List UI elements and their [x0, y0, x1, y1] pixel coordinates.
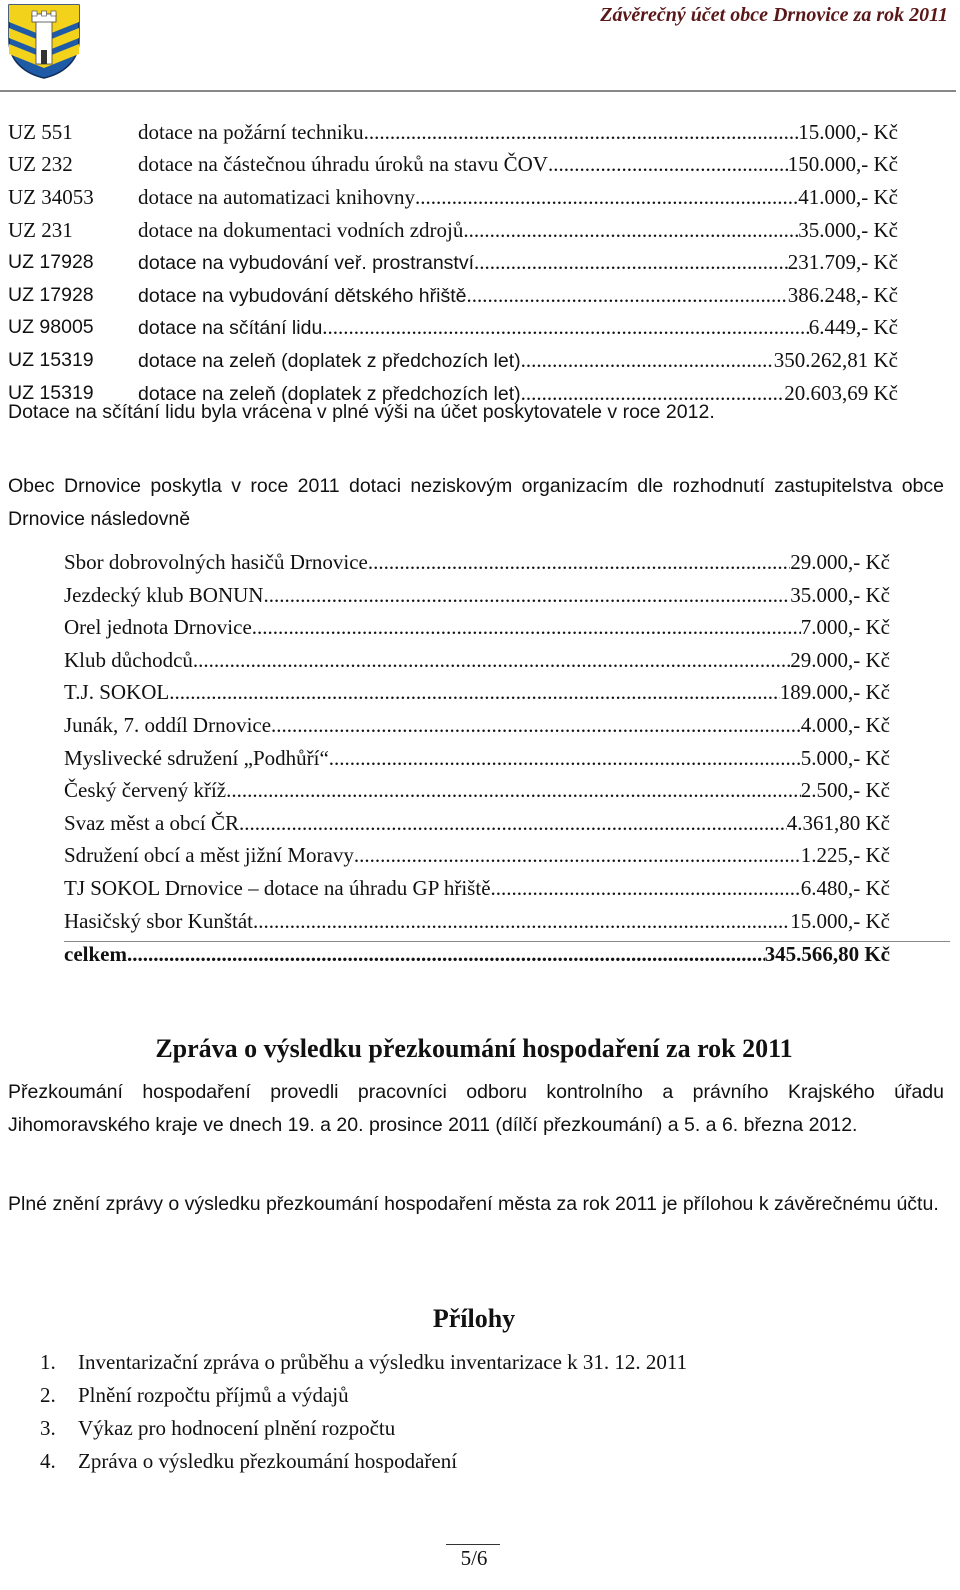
audit-paragraph-1: Přezkoumání hospodaření provedli pracovníci odboru kontrolního a právního Krajského úřadu Jihomoravského kraje ve dnech 19. a 20. prosince 2011 (dílčí přezkoumání) a 5. a 6. března 2012.: [8, 1081, 944, 1136]
attachments-list: [40, 1350, 687, 1482]
grant-row: [8, 344, 898, 377]
attachment-number: 1.: [40, 1350, 56, 1374]
organization-name: Sdružení obcí a měst jižní Moravy: [64, 843, 354, 868]
grant-line: [138, 283, 898, 308]
organization-amount: 7.000,- Kč: [800, 615, 890, 640]
organization-amount: 1.225,- Kč: [800, 843, 890, 868]
grant-code: UZ 15319: [8, 381, 94, 404]
grant-amount: 150.000,- Kč: [787, 152, 898, 177]
grant-code: UZ 17928: [8, 283, 94, 306]
grant-code: UZ 34053: [8, 184, 94, 209]
attachment-text: Plnění rozpočtu příjmů a výdajů: [78, 1383, 349, 1407]
grant-amount: 350.262,81 Kč: [773, 347, 898, 372]
audit-heading: Zpráva o výsledku přezkoumání hospodaření za rok 2011: [155, 1034, 793, 1063]
grant-row: [8, 246, 898, 279]
grant-description: dotace na dokumentaci vodních zdrojů: [138, 217, 464, 242]
dot-leader: [466, 283, 787, 308]
organization-row: [64, 713, 890, 746]
dot-leader: [271, 713, 801, 738]
dot-leader: [127, 942, 765, 967]
dot-leader: [226, 778, 801, 803]
grant-amount: 20.603,69 Kč: [784, 380, 898, 405]
dot-leader: [521, 348, 774, 373]
grant-description: dotace na automatizaci knihovny: [138, 184, 415, 209]
dot-leader: [368, 550, 790, 575]
dot-leader: [415, 185, 798, 210]
attachment-text: Inventarizační zpráva o průběhu a výsledku inventarizace k 31. 12. 2011: [78, 1350, 688, 1374]
dot-leader: [252, 615, 801, 640]
attachment-number: 2.: [40, 1383, 56, 1407]
grant-line: [138, 218, 898, 243]
dot-leader: [322, 315, 808, 340]
grant-description: dotace na vybudování veř. prostranství: [138, 252, 475, 275]
organization-row: [64, 876, 890, 909]
grant-line: [138, 152, 898, 177]
organization-amount: 2.500,- Kč: [800, 778, 890, 803]
ngo-intro: Obec Drnovice poskytla v roce 2011 dotaci neziskovým organizacím dle rozhodnutí zastupitelstva obce Drnovice následovně: [8, 475, 944, 530]
organization-row: [64, 843, 890, 876]
organization-name: Jezdecký klub BONUN: [64, 582, 264, 607]
census-note: Dotace na sčítání lidu byla vrácena v plné výši na účet poskytovatele v roce 2012.: [8, 401, 715, 423]
organization-row: [64, 583, 890, 616]
dot-leader: [329, 746, 801, 771]
document-title: Závěrečný účet obce Drnovice za rok 2011: [600, 4, 948, 26]
organization-row: [64, 648, 890, 681]
organization-amount: 29.000,- Kč: [790, 550, 890, 574]
grant-amount: 15.000,- Kč: [798, 119, 898, 144]
grant-list: [8, 116, 898, 409]
dot-leader: [463, 218, 798, 243]
organization-name: Junák, 7. oddíl Drnovice: [64, 712, 272, 737]
grant-amount: 6.449,- Kč: [808, 315, 898, 340]
grant-code: UZ 15319: [8, 348, 94, 371]
organization-name: Myslivecké sdružení „Podhůří“: [64, 745, 329, 770]
grant-amount: 386.248,- Kč: [787, 282, 898, 307]
grant-line: [138, 120, 898, 145]
attachment-item: [40, 1383, 687, 1416]
total-row: [64, 941, 950, 975]
total-label: celkem: [64, 942, 127, 967]
organization-amount: 5.000,- Kč: [800, 745, 890, 770]
grant-amount: 35.000,- Kč: [798, 217, 898, 242]
organization-name: Český červený kříž: [64, 778, 227, 803]
footer-divider: [446, 1544, 500, 1545]
dot-leader: [253, 909, 790, 934]
attachment-item: [40, 1350, 687, 1383]
dot-leader: [354, 843, 801, 868]
organization-amount: 35.000,- Kč: [790, 582, 890, 607]
audit-paragraph-2: Plné znění zprávy o výsledku přezkoumání hospodaření města za rok 2011 je přílohou k závěrečnému účtu.: [8, 1193, 939, 1215]
grant-code: UZ 232: [8, 152, 73, 177]
organization-row: [64, 746, 890, 779]
organization-name: T.J. SOKOL: [64, 680, 170, 705]
organization-row: [64, 550, 890, 583]
dot-leader: [548, 152, 788, 177]
organization-row: [64, 778, 890, 811]
grant-row: [8, 181, 898, 214]
header-divider: [0, 90, 956, 92]
grant-description: dotace na částečnou úhradu úroků na stavu ČOV: [138, 152, 548, 177]
organization-name: Hasičský sbor Kunštát: [64, 908, 253, 933]
attachments-heading: Přílohy: [432, 1304, 516, 1333]
total-amount: 345.566,80 Kč: [764, 942, 890, 967]
grant-row: [8, 279, 898, 312]
organization-row: [64, 615, 890, 648]
grant-line: [138, 348, 898, 373]
organization-row: [64, 680, 890, 713]
dot-leader: [239, 811, 787, 836]
dot-leader: [169, 680, 780, 705]
grant-description: dotace na sčítání lidu: [138, 317, 323, 340]
organization-amount: 189.000,- Kč: [779, 680, 890, 705]
attachment-number: 4.: [40, 1449, 56, 1473]
grant-code: UZ 17928: [8, 251, 94, 274]
municipal-coat-of-arms-icon: [6, 2, 82, 80]
dot-leader: [474, 250, 788, 275]
attachment-number: 3.: [40, 1416, 56, 1440]
organization-name: Sbor dobrovolných hasičů Drnovice: [64, 550, 368, 574]
grant-row: [8, 214, 898, 247]
dot-leader: [193, 648, 790, 673]
grant-row: [8, 312, 898, 345]
grant-row: [8, 149, 898, 182]
organization-amount: 15.000,- Kč: [790, 908, 890, 933]
page-header: [0, 0, 960, 86]
dot-leader: [263, 583, 790, 608]
grant-row: [8, 116, 898, 149]
grant-line: [138, 315, 898, 340]
grant-description: dotace na požární techniku: [138, 119, 364, 144]
organization-name: Orel jednota Drnovice: [64, 615, 252, 640]
organization-list: [64, 550, 890, 975]
grant-amount: 231.709,- Kč: [787, 250, 898, 275]
organization-name: Svaz měst a obcí ČR: [64, 810, 239, 835]
page-number: 5/6: [460, 1546, 488, 1570]
grant-description: dotace na zeleň (doplatek z předchozích let): [138, 349, 521, 372]
dot-leader: [364, 120, 799, 145]
organization-row: [64, 909, 890, 942]
grant-code: UZ 98005: [8, 316, 94, 339]
attachment-text: Zpráva o výsledku přezkoumání hospodaření: [78, 1449, 458, 1473]
grant-line: [138, 185, 898, 210]
grant-code: UZ 551: [8, 119, 73, 144]
grant-code: UZ 231: [8, 217, 73, 242]
organization-amount: 6.480,- Kč: [800, 875, 890, 900]
attachment-item: [40, 1416, 687, 1449]
grant-amount: 41.000,- Kč: [798, 184, 898, 209]
grant-line: [138, 250, 898, 275]
organization-amount: 29.000,- Kč: [790, 647, 890, 672]
organization-name: Klub důchodců: [64, 647, 193, 672]
organization-amount: 4.000,- Kč: [800, 712, 890, 737]
organization-row: [64, 811, 890, 844]
organization-name: TJ SOKOL Drnovice – dotace na úhradu GP hřiště: [64, 875, 491, 900]
grant-description: dotace na vybudování dětského hřiště: [138, 284, 467, 307]
dot-leader: [491, 876, 801, 901]
attachment-text: Výkaz pro hodnocení plnění rozpočtu: [78, 1416, 396, 1440]
attachment-item: [40, 1449, 687, 1482]
organization-amount: 4.361,80 Kč: [786, 810, 890, 835]
grant-description: dotace na zeleň (doplatek z předchozích let): [138, 382, 521, 405]
